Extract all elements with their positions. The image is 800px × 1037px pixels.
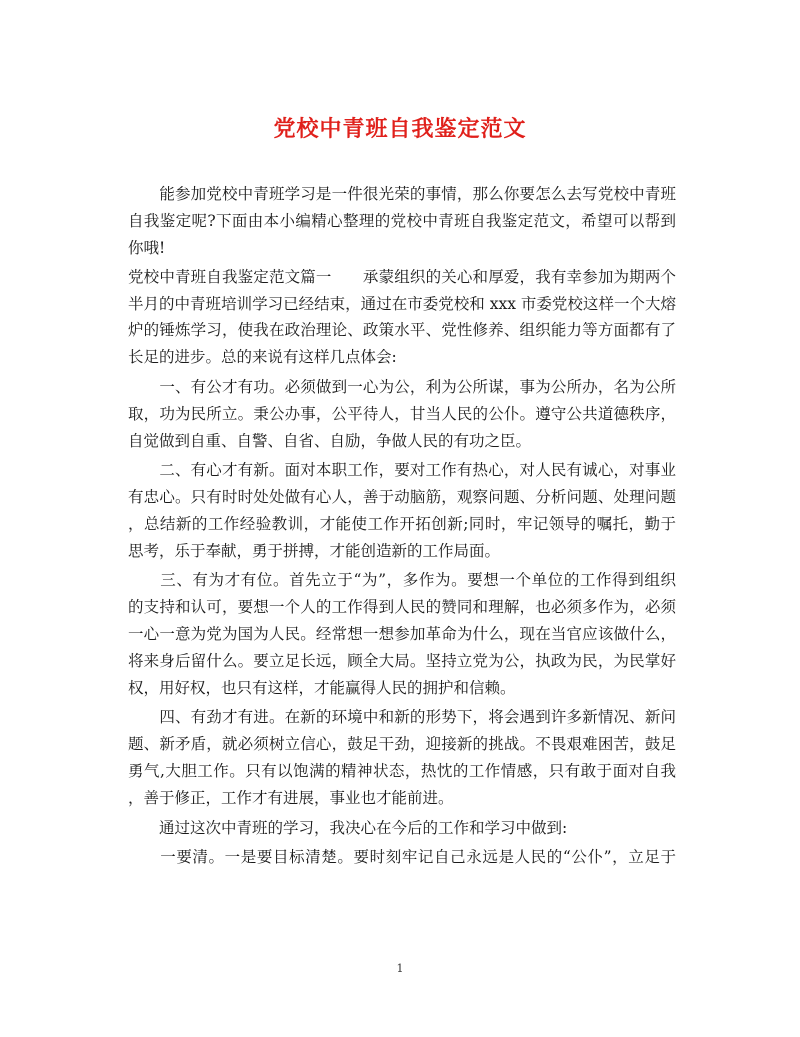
text-line: 党校中青班自我鉴定范文篇一 承蒙组织的关心和厚爱，我有幸参加为期两个 — [128, 268, 676, 286]
text-line: 的支持和认可，要想一个人的工作得到人民的赞同和理解，也必须多作为，必须 — [128, 598, 676, 616]
text-line: 一要清。一是要目标清楚。要时刻牢记自己永远是人民的“公仆”，立足于 — [128, 848, 676, 866]
text-line: ，善于修正，工作才有进展，事业也才能前进。 — [128, 789, 454, 807]
text-line: 通过这次中青班的学习，我决心在今后的工作和学习中做到: — [128, 819, 568, 837]
text-line: 思考，乐于奉献，勇于拼搏，才能创造新的工作局面。 — [128, 542, 501, 560]
text-line: 一、有公才有功。必须做到一心为公，利为公所谋，事为公所办，名为公所 — [128, 378, 676, 396]
text-line: 半月的中青班培训学习已经结束，通过在市委党校和 xxx 市委党校这样一个大熔 — [128, 295, 676, 313]
text-line: 四、有劲才有进。在新的环境中和新的形势下，将会遇到许多新情况、新问 — [128, 708, 676, 726]
text-line: 权，用好权，也只有这样，才能赢得人民的拥护和信赖。 — [128, 679, 516, 697]
text-line: 你哦! — [128, 239, 166, 257]
text-line: ，总结新的工作经验教训，才能使工作开拓创新;同时，牢记领导的嘱托，勤于 — [128, 515, 676, 533]
text-line: 长足的进步。总的来说有这样几点体会: — [128, 348, 397, 366]
text-line: 自我鉴定呢?下面由本小编精心整理的党校中青班自我鉴定范文，希望可以帮到 — [128, 212, 676, 230]
text-line: 将来身后留什么。要立足长远，顾全大局。坚持立党为公，执政为民，为民掌好 — [128, 652, 676, 670]
text-line: 取，功为民所立。秉公办事，公平待人，甘当人民的公仆。遵守公共道德秩序， — [128, 405, 676, 423]
text-line: 炉的锤炼学习，使我在政治理论、政策水平、党性修养、组织能力等方面都有了 — [128, 321, 676, 339]
page-number: 1 — [396, 962, 404, 975]
document-title: 党校中青班自我鉴定范文 — [273, 116, 527, 142]
text-line: 能参加党校中青班学习是一件很光荣的事情，那么你要怎么去写党校中青班 — [128, 185, 676, 203]
text-line: 二、有心才有新。面对本职工作，要对工作有热心，对人民有诚心，对事业 — [128, 461, 676, 479]
text-line: 有忠心。只有时时处处做有心人，善于动脑筋，观察问题、分析问题、处理问题 — [128, 488, 676, 506]
text-line: 自觉做到自重、自警、自省、自励，争做人民的有功之臣。 — [128, 432, 532, 450]
text-line: 题、新矛盾，就必须树立信心，鼓足干劲，迎接新的挑战。不畏艰难困苦，鼓足 — [128, 735, 676, 753]
text-line: 勇气,大胆工作。只有以饱满的精神状态，热忱的工作情感，只有敢于面对自我 — [128, 762, 676, 780]
text-line: 三、有为才有位。首先立于“为”，多作为。要想一个单位的工作得到组织 — [128, 571, 676, 589]
text-line: 一心一意为党为国为人民。经常想一想参加革命为什么，现在当官应该做什么， — [128, 625, 676, 643]
